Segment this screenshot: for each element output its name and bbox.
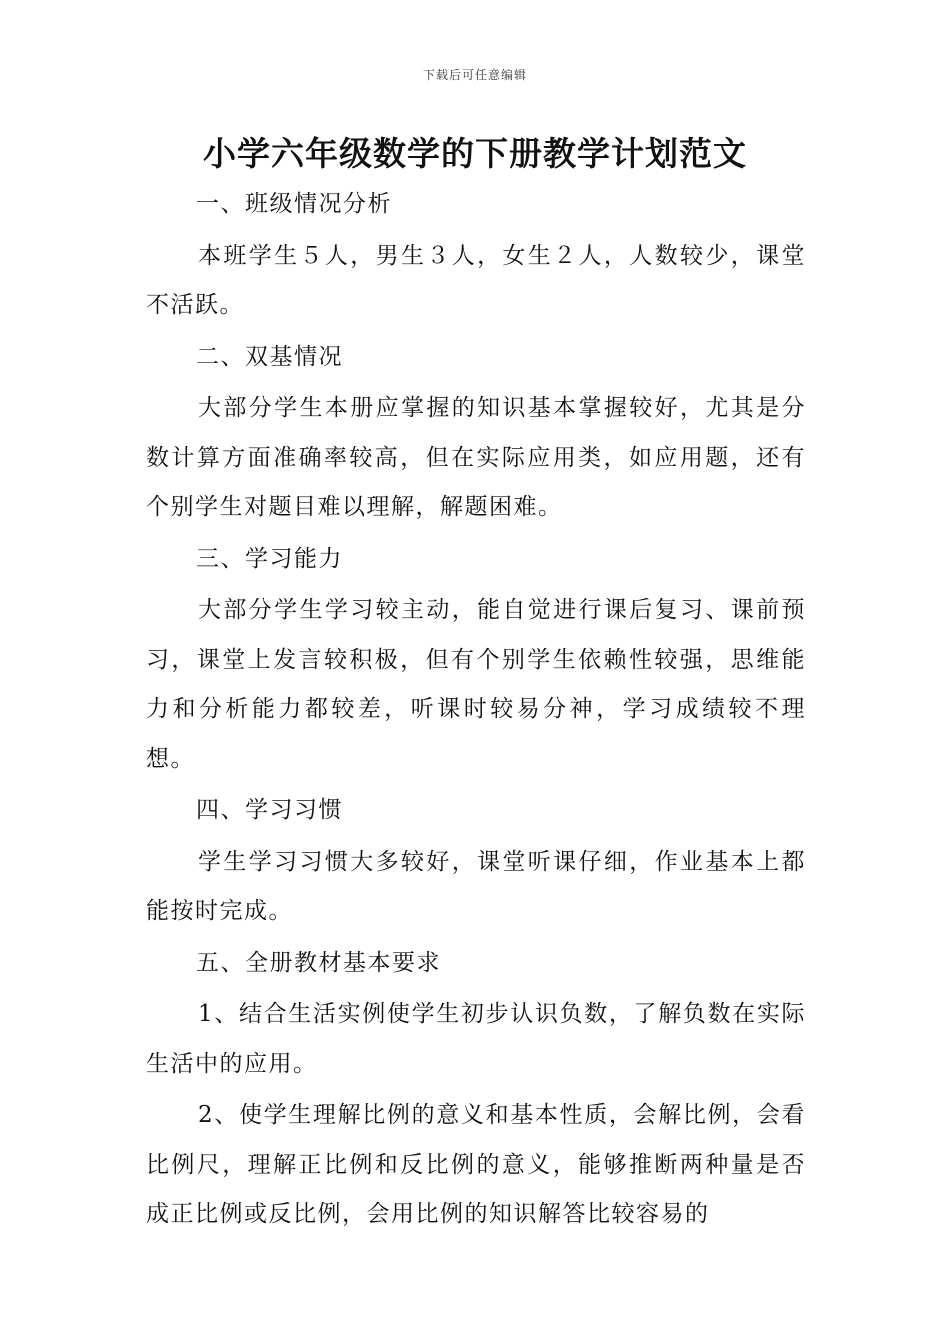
section-heading-learning-habits: 四、学习习惯: [196, 797, 343, 823]
section-heading-textbook-requirements: 五、全册教材基本要求: [196, 949, 441, 976]
paragraph-basics: 大部分学生本册应掌握的知识基本掌握较好，尤其是分数计算方面准确率较高，但在实际应用类，如应用题，还有个别学生对题目难以理解，解题困难。: [146, 395, 806, 520]
requirement-item-1: 1、结合生活实例使学生初步认识负数，了解负数在实际生活中的应用。: [146, 1001, 806, 1077]
document-title: 小学六年级数学的下册教学计划范文: [203, 134, 747, 173]
requirement-item-2: 2、使学生理解比例的意义和基本性质，会解比例，会看比例尺，理解正比例和反比例的意义，能够推断两种量是否成正比例或反比例，会用比例的知识解答比较容易的: [146, 1102, 806, 1227]
paragraph-class-analysis: 本班学生５人，男生３人，女生２人，人数较少，课堂不活跃。: [146, 242, 806, 318]
section-heading-basics: 二、双基情况: [196, 343, 343, 370]
header-note: 下载后可任意编辑: [422, 68, 527, 82]
paragraph-learning-ability: 大部分学生学习较主动，能自觉进行课后复习、课前预习，课堂上发言较积极，但有个别学生依赖性较强，思维能力和分析能力都较差，听课时较易分神，学习成绩较不理想。: [146, 597, 806, 772]
section-heading-class-analysis: 一、班级情况分析: [196, 191, 392, 217]
paragraph-learning-habits: 学生学习习惯大多较好，课堂听课仔细，作业基本上都能按时完成。: [146, 848, 806, 924]
section-heading-learning-ability: 三、学习能力: [196, 545, 343, 572]
document-body: [146, 180, 806, 1240]
